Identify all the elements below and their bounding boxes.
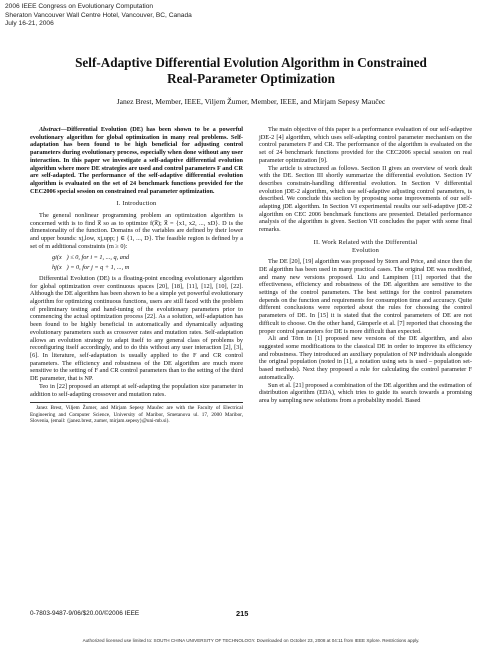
section-heading-introduction: I. Introduction	[116, 200, 157, 208]
abstract-label: Abstract—	[39, 126, 67, 133]
conference-dates: July 16-21, 2006	[5, 20, 54, 28]
footnote-text: Janez Brest, Viljem Žumer, and Mirjam Sepesy Maučec are with the Faculty of Electrical Engineering and Computer Science, University of Maribor, Smetanova ul. 17, 2000 Maribor, Slovenia, (email: {janez.brest, zumer, mirjam.sepesy}@uni-mb.si).	[30, 405, 243, 425]
right-column	[259, 126, 472, 405]
title-line-2: Real-Parameter Optimization	[167, 70, 335, 86]
section-heading-line-2: Evolution	[351, 246, 379, 254]
abstract	[30, 126, 243, 195]
title-line-1: Self-Adaptive Differential Evolution Algorithm in Constrained	[75, 55, 427, 70]
related-work-paragraph-2: Ali and Törn in [1] proposed new versions of the DE algorithm, and also suggested some modifications to the classical DE in order to improve its efficiency and robustness. They introduced an auxiliary population of NP individuals alongside the original population (noted in [1], a notation using sets is used – population set-based methods). Next they proposed a rule for calculating the control parameter F automatically.	[259, 335, 472, 381]
equation-equality-constraints: hj(x⃗) = 0, for j = q + 1, ..., m	[52, 264, 130, 272]
related-work-paragraph-3: Sun et al. [21] proposed a combination of the DE algorithm and the estimation of distribution algorithm (EDA), which tries to guide its search towards a promising area by sampling new solutions from a probability model. Based	[259, 381, 472, 404]
conference-name: 2006 IEEE Congress on Evolutionary Computation	[5, 3, 154, 10]
structure-paragraph: The article is structured as follows. Section II gives an overview of work dealt with the DE. Section III shortly summarize the differential evolution. Section IV describes constrain-handling differential evolution. In Section V differential evolution jDE-2 algorithm, which use self-adaptive adjusting control parameters, is described. We conclude this section by proposing some improvements of our self-adapting jDE algorithm. In Section VI experimental results our self-adaptive jDE-2 algorithm on CEC 2006 benchmark functions are presented. Detailed performance analysis of the algorithm is given. Section VII concludes the paper with some final remarks.	[259, 164, 472, 234]
author-affiliation-footnote	[30, 402, 243, 424]
author-list: Janez Brest, Member, IEEE, Viljem Žumer, Member, IEEE, and Mirjam Sepesy Maučec	[116, 97, 386, 106]
paper-title	[20, 55, 482, 86]
section-heading-related-work	[259, 239, 472, 254]
section-heading-line-1: II. Work Related with the Differential	[313, 238, 418, 246]
isbn-copyright: 0-7803-9487-9/06/$20.00/©2006 IEEE	[30, 610, 140, 617]
related-work-paragraph-1: The DE [20], [19] algorithm was proposed by Storn and Price, and since then the DE algorithm has been used in many practical cases. The original DE was modified, and many new versions proposed. Liu and Lampinen [11] reported that the effectiveness, efficiency and robustness of the DE algorithm are sensitive to the settings of the control parameters. The best settings for the control parameters depends on the function and requirements for consumption time and accuracy. Quite different conclusions were reported about the rules for choosing the control parameters of DE. In [15] it is stated that the control parameters of DE are not difficult to choose. On the other hand, Gämperle et al. [7] reported that choosing the proper control parameters for DE is more difficult than expected.	[259, 258, 472, 335]
left-column	[30, 126, 243, 424]
license-notice: Authorized licensed use limited to: SOUTH CHINA UNIVERSITY OF TECHNOLOGY. Downloaded on October 23, 2008 at 04:11 from IEEE Xplore. Restrictions apply.	[82, 638, 420, 643]
intro-paragraph-2: Differential Evolution (DE) is a floating-point encoding evolutionary algorithm for global optimization over continuous spaces [20], [18], [11], [12], [10], [22]. Although the DE algorithm has been shown to be a simple yet powerful evolutionary algorithm for optimizing continuous functions, users are still faced with the problem of preliminary testing and hand-tuning of the evolutionary parameters prior to commencing the actual optimization process [22]. As a solution, self-adaptation has been found to be highly beneficial in automatically and dynamically adjusting evolutionary parameters such as crossover rates and mutation rates. Self-adaptation allows an evolution strategy to adapt itself to any general class of problems by reconfiguring itself accordingly, and to do this without any user interaction [2], [3], [6]. In literature, self-adaptation is usually applied to the F and CR control parameters. The efficiency and robustness of the DE algorithm are much more sensitive to the setting of F and CR control parameters than to the setting of the third DE parameter, that is NP.	[30, 274, 243, 383]
intro-paragraph-3: Teo in [22] proposed an attempt at self-adapting the population size parameter in addition to self-adapting crossover and mutation rates.	[30, 382, 243, 398]
conference-header	[5, 3, 192, 29]
conference-venue: Sheraton Vancouver Wall Centre Hotel, Vancouver, BC, Canada	[5, 11, 192, 19]
page-number: 215	[236, 609, 249, 618]
objective-paragraph: The main objective of this paper is a performance evaluation of our self-adaptive jDE-2 [4] algorithm, which uses self-adapting control parameter mechanism on the control parameters F and CR. The performance of the algorithm is evaluated on the set of 24 benchmark functions provided for the CEC2006 special session on real parameter optimization [9].	[259, 126, 472, 164]
abstract-text: Differential Evolution (DE) has been shown to be a powerful evolutionary algorithm for global optimization in many real problems. Self-adaptation has been found to be high beneficial for adjusting control parameters during evolutionary process, especially when done without any user interaction. In this paper we investigate a self-adaptive differential evolution algorithm where more DE strategies are used and control parameters F and CR are self-adapted. The performance of the self-adaptive differential evolution algorithm is evaluated on the set of 24 benchmark functions provided for the CEC2006 special session on constrained real parameter optimization.	[30, 126, 243, 195]
intro-paragraph-1: The general nonlinear programming problem an optimization algorithm is concerned with is to find x⃗ so as to optimize f(x⃗); x⃗ = {x1, x2, ..., xD}. D is the dimensionality of the function. Domains of the variables are defined by their lower and upper bounds: xj,low, xj,upp; j ∈ {1, ..., D}. The feasible region is defined by a set of m additional constraints (m ≥ 0):	[30, 212, 243, 250]
equation-inequality-constraints: gi(x⃗) ≤ 0, for i = 1, ..., q, and	[52, 253, 130, 261]
